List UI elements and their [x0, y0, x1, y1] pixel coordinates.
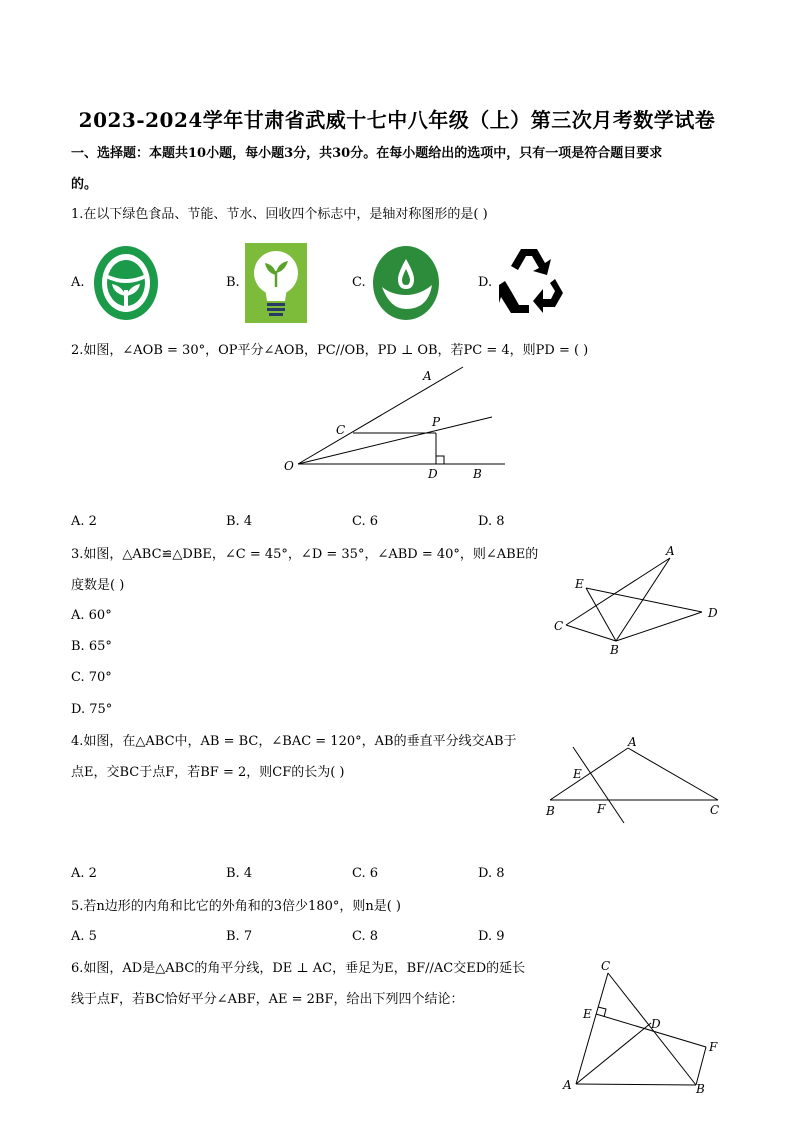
q3-stem-line2: 度数是( )	[71, 578, 125, 593]
q4-label-c: C	[710, 803, 720, 817]
page-title: 2023-2024学年甘肃省武威十七中八年级（上）第三次月考数学试卷	[78, 108, 716, 132]
q2-label-p: P	[432, 415, 441, 429]
q4-segment-ac	[628, 748, 718, 800]
green-food-logo-icon	[92, 244, 160, 322]
q3-figure	[548, 540, 728, 660]
q3-label-e: E	[575, 577, 584, 591]
q3-segment-ed	[586, 588, 702, 612]
q5-option-b[interactable]: B. 7	[226, 929, 253, 944]
q1-option-b[interactable]: B.	[226, 275, 240, 290]
q2-label-a: A	[423, 369, 432, 383]
section-heading-line1: 一、选择题：本题共10小题，每小题3分，共30分。在每小题给出的选项中，只有一项是符合题目要求	[71, 146, 663, 161]
q5-stem: 5.若n边形的内角和比它的外角和的3倍少180°，则n是( )	[71, 899, 402, 914]
q1-stem: 1.在以下绿色食品、节能、节水、回收四个标志中，是轴对称图形的是( )	[71, 207, 488, 222]
q2-option-d[interactable]: D. 8	[478, 514, 505, 529]
q2-label-c: C	[336, 423, 346, 437]
q6-label-c: C	[601, 959, 611, 973]
q2-right-angle-mark	[436, 456, 444, 464]
q4-stem-line2: 点E，交BC于点F，若BF = 2，则CF的长为( )	[71, 765, 345, 780]
q3-stem-line1: 3.如图，△ABC≌△DBE，∠C = 45°，∠D = 35°，∠ABD = 40°，则∠ABE的	[71, 547, 539, 562]
recycle-logo-icon	[499, 245, 565, 321]
q3-option-a[interactable]: A. 60°	[71, 608, 112, 623]
q2-option-a[interactable]: A. 2	[71, 514, 97, 529]
q1-option-c[interactable]: C.	[352, 275, 366, 290]
q1-option-d[interactable]: D.	[478, 275, 493, 290]
q2-option-c[interactable]: C. 6	[352, 514, 379, 529]
q3-segment-ac	[566, 558, 670, 625]
q2-option-b[interactable]: B. 4	[226, 514, 253, 529]
q3-label-d: D	[708, 606, 718, 620]
q3-segment-db	[616, 612, 702, 641]
water-saving-logo-icon	[372, 245, 440, 321]
q4-label-e: E	[573, 767, 582, 781]
q3-label-a: A	[666, 544, 675, 558]
q6-segment-ac	[576, 973, 608, 1084]
q4-label-a: A	[628, 735, 637, 749]
q6-stem-line2: 线于点F，若BC恰好平分∠ABF，AE = 2BF，给出下列四个结论：	[71, 992, 464, 1007]
q4-option-d[interactable]: D. 8	[478, 866, 505, 881]
q4-segment-ba	[550, 748, 628, 800]
q1-option-a[interactable]: A.	[71, 275, 85, 290]
q3-option-c[interactable]: C. 70°	[71, 670, 112, 685]
section-heading-line2: 的。	[71, 177, 98, 192]
q4-stem-line1: 4.如图，在△ABC中，AB = BC，∠BAC = 120°，AB的垂直平分线交AB于	[71, 734, 517, 749]
q6-segment-bf	[696, 1047, 706, 1085]
q6-figure	[556, 958, 726, 1100]
q2-label-b: B	[473, 467, 482, 481]
q2-figure	[280, 362, 520, 487]
q6-segment-ab	[576, 1084, 696, 1085]
q3-label-b: B	[610, 643, 619, 657]
q4-label-f: F	[597, 802, 606, 816]
q6-label-a: A	[563, 1078, 572, 1092]
q2-ray-op	[298, 417, 492, 464]
q2-label-o: O	[284, 459, 294, 473]
q6-label-b: B	[696, 1082, 705, 1096]
q5-option-c[interactable]: C. 8	[352, 929, 379, 944]
q6-label-f: F	[709, 1040, 718, 1054]
q6-label-e: E	[583, 1007, 592, 1021]
q3-option-d[interactable]: D. 75°	[71, 702, 113, 717]
q4-option-a[interactable]: A. 2	[71, 866, 97, 881]
q4-figure	[540, 730, 730, 825]
q4-option-c[interactable]: C. 6	[352, 866, 379, 881]
q6-segment-ad	[576, 1023, 651, 1084]
q5-option-d[interactable]: D. 9	[478, 929, 505, 944]
q6-stem-line1: 6.如图，AD是△ABC的角平分线，DE ⊥ AC，垂足为E，BF//AC交ED的延长	[71, 961, 526, 976]
q3-label-c: C	[554, 619, 564, 633]
q2-label-d: D	[428, 467, 438, 481]
q4-label-b: B	[546, 804, 555, 818]
q4-option-b[interactable]: B. 4	[226, 866, 253, 881]
q2-stem: 2.如图，∠AOB = 30°，OP平分∠AOB，PC//OB，PD ⊥ OB，若PC = 4，则PD = ( )	[71, 343, 589, 358]
q5-option-a[interactable]: A. 5	[71, 929, 97, 944]
q6-label-d: D	[651, 1017, 661, 1031]
q3-option-b[interactable]: B. 65°	[71, 639, 112, 654]
energy-saving-bulb-icon	[245, 243, 307, 323]
